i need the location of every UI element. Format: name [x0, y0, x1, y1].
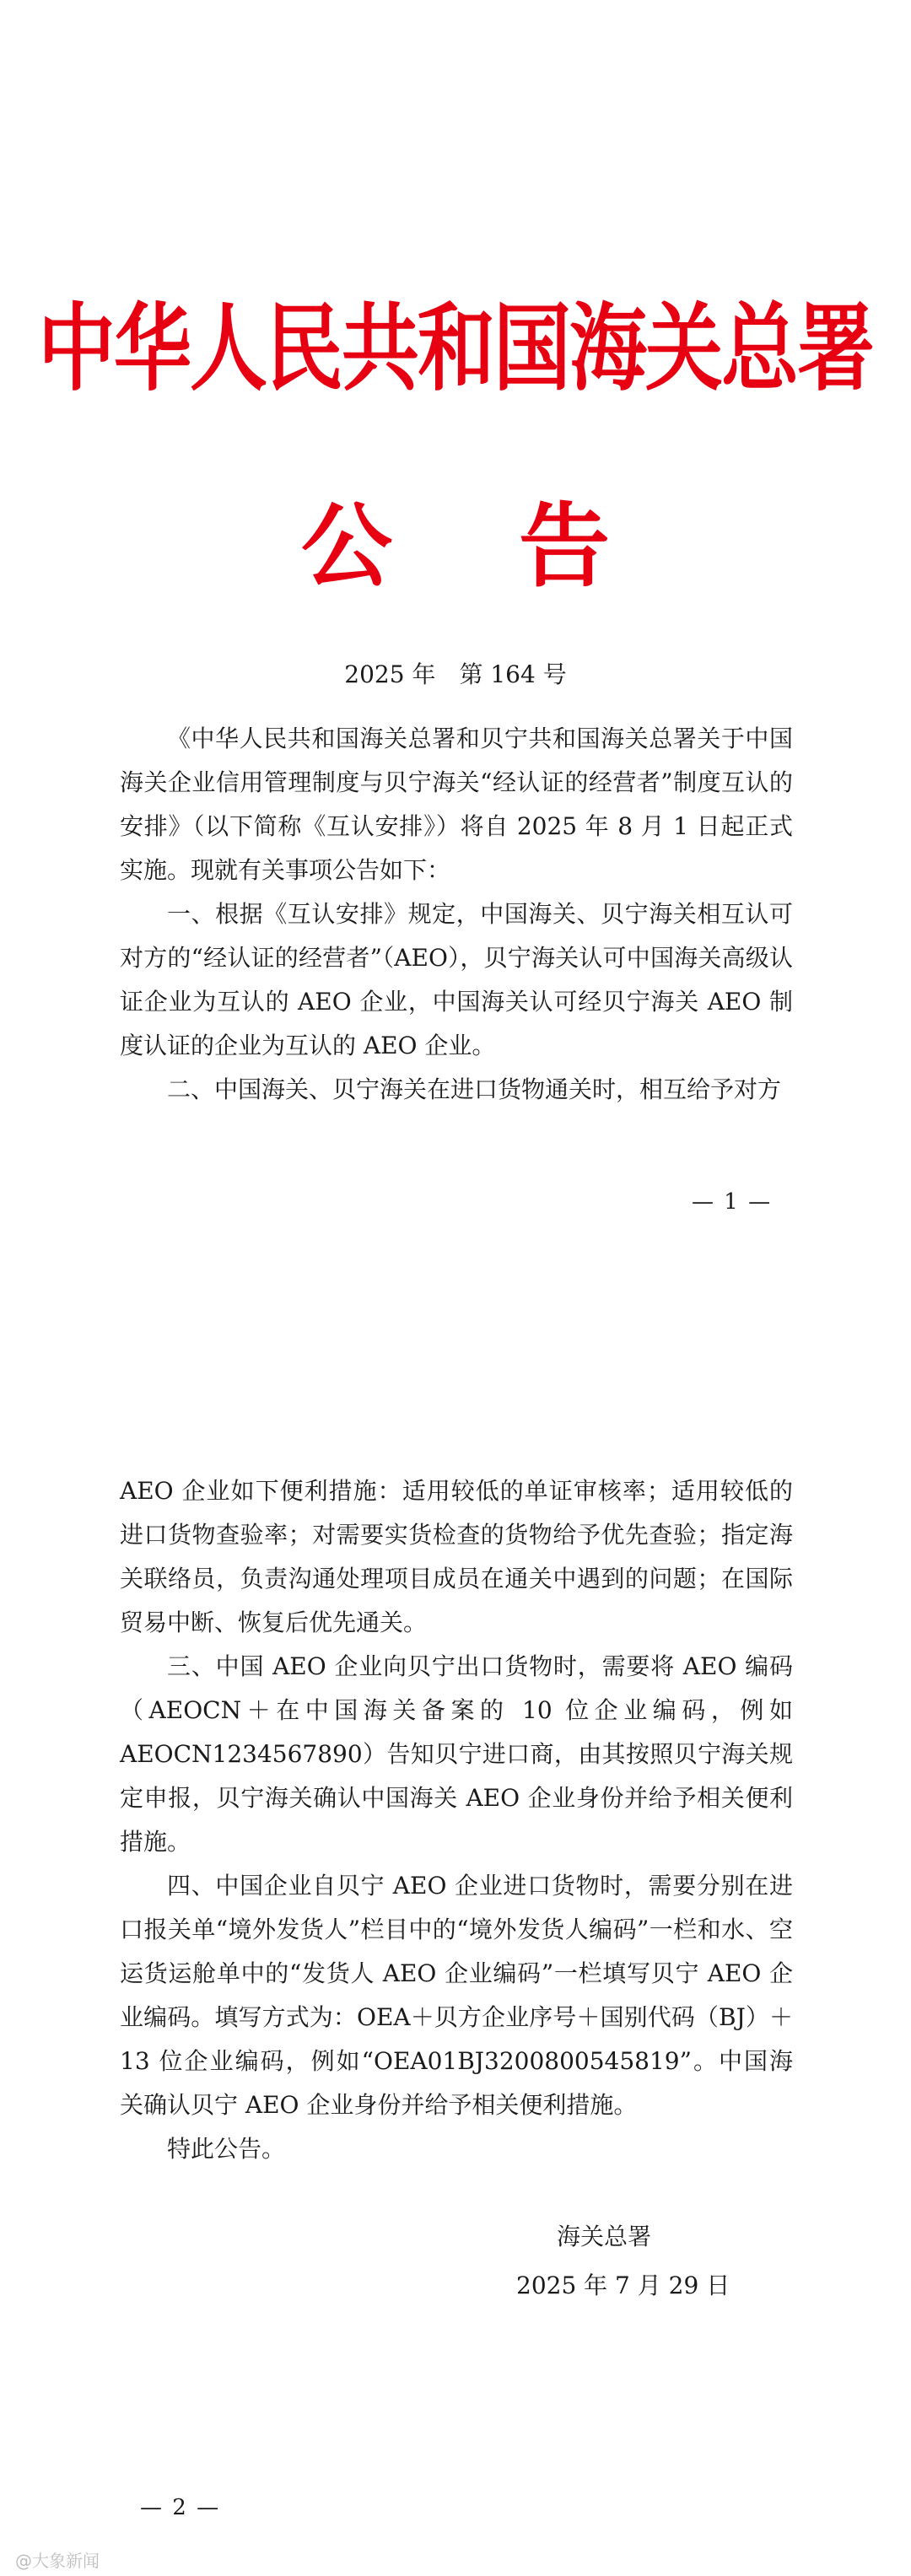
document-type-heading — [0, 494, 911, 600]
issuer-title: 中华人民共和国海关总署 — [37, 294, 873, 404]
paragraph-clause-2-cont: AEO 企业如下便利措施：适用较低的单证审核率；适用较低的进口货物查验率；对需要实货检查的货物给予优先查验；指定海关联络员，负责沟通处理项目成员在通关中遇到的问题；在国际贸易中断、恢复后优先通关。 — [120, 1477, 793, 1636]
page-2-body — [120, 1469, 793, 2171]
paragraph-closing: 特此公告。 — [167, 2135, 286, 2163]
paragraph-clause-4: 四、中国企业自贝宁 AEO 企业进口货物时，需要分别在进口报关单“境外发货人”栏目中的“境外发货人编码”一栏和水、空运货运舱单中的“发货人 AEO 企业编码”一栏填写贝宁 AEO 企业编码。填写方式为：OEA＋贝方企业序号＋国别代码（BJ）＋13 位企业编码，例如“OEA01BJ3200800545819”。中国海关确认贝宁 AEO 企业身份并给予相关便利措施。 — [120, 1872, 793, 2119]
paragraph-clause-2-start: 二、中国海关、贝宁海关在进口货物通关时，相互给予对方 — [167, 1075, 782, 1103]
watermark: @大象新闻 — [15, 2551, 100, 2571]
paragraph-clause-3: 三、中国 AEO 企业向贝宁出口货物时，需要将 AEO 编码（AEOCN＋在中国海关备案的 10 位企业编码，例如 AEOCN1234567890）告知贝宁进口商，由其按照贝宁海关规定申报，贝宁海关确认中国海关 AEO 企业身份并给予相关便利措施。 — [120, 1652, 793, 1856]
signature-date: 2025 年 7 月 29 日 — [516, 2272, 730, 2299]
paragraph-clause-1: 一、根据《互认安排》规定，中国海关、贝宁海关相互认可对方的“经认证的经营者”（AEO），贝宁海关认可中国海关高级认证企业为互认的 AEO 企业，中国海关认可经贝宁海关 AEO 制度认证的企业为互认的 AEO 企业。 — [120, 900, 793, 1059]
page-1-body — [120, 717, 793, 1112]
paragraph-intro: 《中华人民共和国海关总署和贝宁共和国海关总署关于中国海关企业信用管理制度与贝宁海关“经认证的经营者”制度互认的安排》（以下简称《互认安排》）将自 2025 年 8 月 1 日起正式实施。现就有关事项公告如下： — [120, 725, 793, 884]
document-type-char-2: 告 — [519, 494, 611, 600]
page-number-1: — 1 — — [692, 1189, 773, 1215]
document-number: 2025 年 第 164 号 — [344, 660, 567, 688]
signature-org: 海关总署 — [557, 2223, 652, 2250]
page-number-2: — 2 — — [140, 2495, 221, 2520]
document-type-char-1: 公 — [300, 494, 392, 600]
